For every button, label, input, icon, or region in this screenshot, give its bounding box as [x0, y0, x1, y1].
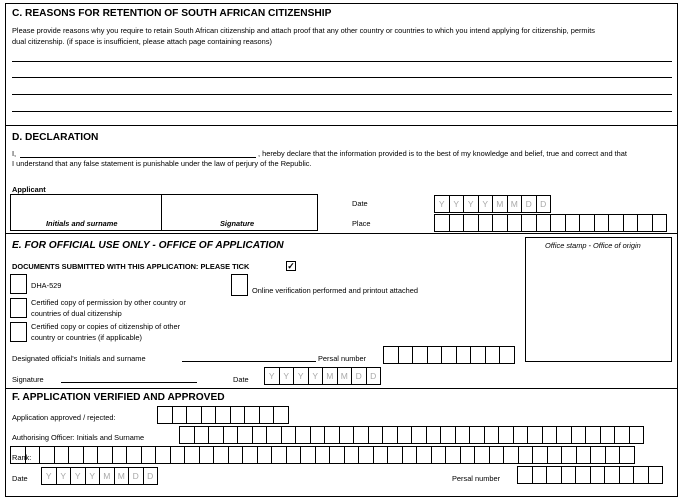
- applicant-date-grid[interactable]: [434, 195, 550, 213]
- approved-label: Application approved / rejected:: [12, 413, 116, 422]
- reason-line-2[interactable]: [12, 77, 672, 78]
- input-cell[interactable]: [271, 446, 287, 464]
- date-cell[interactable]: Y: [264, 367, 280, 385]
- input-cell[interactable]: [455, 426, 471, 444]
- input-cell[interactable]: [237, 426, 253, 444]
- applicant-date-label: Date: [352, 199, 368, 208]
- input-cell[interactable]: [561, 446, 577, 464]
- date-cell[interactable]: M: [322, 367, 338, 385]
- input-cell[interactable]: [172, 406, 188, 424]
- input-cell[interactable]: [373, 446, 389, 464]
- input-cell[interactable]: [68, 446, 84, 464]
- input-cell[interactable]: [315, 446, 331, 464]
- input-cell[interactable]: [344, 446, 360, 464]
- input-cell[interactable]: [155, 446, 171, 464]
- input-cell[interactable]: [594, 214, 610, 232]
- input-cell[interactable]: [492, 214, 508, 232]
- input-cell[interactable]: [460, 446, 476, 464]
- input-cell[interactable]: [590, 446, 606, 464]
- authorising-officer-label: Authorising Officer: Initials and Surname: [12, 433, 145, 442]
- initials-surname-label: Initials and surname: [46, 219, 118, 228]
- input-cell[interactable]: [329, 446, 345, 464]
- date-cell[interactable]: Y: [463, 195, 479, 213]
- section-divider-e-f: [5, 388, 678, 389]
- input-cell[interactable]: [97, 446, 113, 464]
- rank-label: Rank:: [12, 453, 32, 462]
- input-cell[interactable]: [546, 466, 562, 484]
- input-cell[interactable]: [536, 214, 552, 232]
- input-cell[interactable]: [614, 426, 630, 444]
- section-c-instruction-1: Please provide reasons why you require to retain South African citizenship and attach proof that any other country or countries to which you intend applying for citizenship, permits: [12, 26, 595, 35]
- input-cell[interactable]: [208, 426, 224, 444]
- input-cell[interactable]: [310, 426, 326, 444]
- input-cell[interactable]: [54, 446, 70, 464]
- input-cell[interactable]: [542, 426, 558, 444]
- input-cell[interactable]: [441, 346, 457, 364]
- input-cell[interactable]: [521, 214, 537, 232]
- official-signature-line[interactable]: [61, 382, 197, 383]
- input-cell[interactable]: [266, 426, 282, 444]
- official-date-grid[interactable]: [264, 367, 380, 385]
- input-cell[interactable]: [300, 446, 316, 464]
- section-c-title: C. REASONS FOR RETENTION OF SOUTH AFRICAN CITIZENSHIP: [12, 8, 332, 19]
- input-cell[interactable]: [499, 346, 515, 364]
- date-cell[interactable]: M: [114, 467, 130, 485]
- input-cell[interactable]: [25, 446, 41, 464]
- approval-date-label: Date: [12, 474, 28, 483]
- input-cell[interactable]: [637, 214, 653, 232]
- approved-grid[interactable]: [157, 406, 288, 424]
- section-d-title: D. DECLARATION: [12, 132, 99, 143]
- input-cell[interactable]: [605, 446, 621, 464]
- input-cell[interactable]: [489, 446, 505, 464]
- date-cell[interactable]: Y: [478, 195, 494, 213]
- reason-line-1[interactable]: [12, 61, 672, 62]
- input-cell[interactable]: [228, 446, 244, 464]
- approval-date-grid[interactable]: [41, 467, 157, 485]
- input-cell[interactable]: [286, 446, 302, 464]
- input-cell[interactable]: [648, 466, 664, 484]
- tick-example-checkbox: ✓: [287, 261, 295, 271]
- input-cell[interactable]: [619, 446, 635, 464]
- input-cell[interactable]: [431, 446, 447, 464]
- section-divider-d-e: [5, 233, 678, 234]
- permission-copy-checkbox[interactable]: [10, 298, 27, 318]
- input-cell[interactable]: [517, 466, 533, 484]
- authorising-officer-grid[interactable]: [179, 426, 643, 444]
- input-cell[interactable]: [184, 446, 200, 464]
- input-cell[interactable]: [194, 426, 210, 444]
- declarant-name-line[interactable]: [20, 157, 256, 158]
- date-cell[interactable]: M: [337, 367, 353, 385]
- input-cell[interactable]: [324, 426, 340, 444]
- input-cell[interactable]: [368, 426, 384, 444]
- section-divider-c-d: [5, 125, 678, 126]
- office-stamp-box: [525, 237, 672, 362]
- official-name-label: Designated official's Initials and surname: [12, 354, 146, 363]
- citizenship-copy-label-2: country or countries (if applicable): [31, 333, 142, 342]
- applicant-place-grid[interactable]: [434, 214, 666, 232]
- input-cell[interactable]: [600, 426, 616, 444]
- section-f-title: F. APPLICATION VERIFIED AND APPROVED: [12, 392, 225, 403]
- input-cell[interactable]: [474, 446, 490, 464]
- input-cell[interactable]: [141, 446, 157, 464]
- input-cell[interactable]: [513, 426, 529, 444]
- input-cell[interactable]: [259, 406, 275, 424]
- input-cell[interactable]: [411, 426, 427, 444]
- input-cell[interactable]: [633, 466, 649, 484]
- input-cell[interactable]: [434, 214, 450, 232]
- input-cell[interactable]: [652, 214, 668, 232]
- date-cell[interactable]: Y: [56, 467, 72, 485]
- input-cell[interactable]: [478, 214, 494, 232]
- official-persal-grid[interactable]: [383, 346, 514, 364]
- input-cell[interactable]: [257, 446, 273, 464]
- date-cell[interactable]: D: [536, 195, 552, 213]
- date-cell[interactable]: D: [366, 367, 382, 385]
- section-e-title: E. FOR OFFICIAL USE ONLY - OFFICE OF APPLICATION: [12, 240, 284, 251]
- input-cell[interactable]: [157, 406, 173, 424]
- date-cell[interactable]: D: [128, 467, 144, 485]
- input-cell[interactable]: [590, 466, 606, 484]
- input-cell[interactable]: [619, 466, 635, 484]
- input-cell[interactable]: [585, 426, 601, 444]
- declaration-text-1: , hereby declare that the information provided is to the best of my knowledge and belief, true and correct and that: [258, 149, 627, 158]
- input-cell[interactable]: [485, 346, 501, 364]
- input-cell[interactable]: [339, 426, 355, 444]
- input-cell[interactable]: [449, 214, 465, 232]
- input-cell[interactable]: [126, 446, 142, 464]
- input-cell[interactable]: [623, 214, 639, 232]
- input-cell[interactable]: [604, 466, 620, 484]
- input-cell[interactable]: [170, 446, 186, 464]
- date-cell[interactable]: M: [492, 195, 508, 213]
- declaration-text-2: I understand that any false statement is punishable under the law of perjury of the Republic.: [12, 159, 312, 168]
- date-cell[interactable]: D: [351, 367, 367, 385]
- input-cell[interactable]: [402, 446, 418, 464]
- input-cell[interactable]: [353, 426, 369, 444]
- input-cell[interactable]: [561, 466, 577, 484]
- date-cell[interactable]: Y: [449, 195, 465, 213]
- input-cell[interactable]: [215, 406, 231, 424]
- reason-line-3[interactable]: [12, 94, 672, 95]
- input-cell[interactable]: [503, 446, 519, 464]
- input-cell[interactable]: [527, 426, 543, 444]
- input-cell[interactable]: [201, 406, 217, 424]
- input-cell[interactable]: [532, 446, 548, 464]
- online-verification-label: Online verification performed and printout attached: [252, 286, 418, 295]
- input-cell[interactable]: [507, 214, 523, 232]
- input-cell[interactable]: [445, 446, 461, 464]
- citizenship-copy-label-1: Certified copy or copies of citizenship of other: [31, 322, 181, 331]
- input-cell[interactable]: [571, 426, 587, 444]
- input-cell[interactable]: [550, 214, 566, 232]
- input-cell[interactable]: [565, 214, 581, 232]
- input-cell[interactable]: [463, 214, 479, 232]
- permission-copy-label-2: countries of dual citizenship: [31, 309, 122, 318]
- date-cell[interactable]: Y: [293, 367, 309, 385]
- input-cell[interactable]: [440, 426, 456, 444]
- input-cell[interactable]: [383, 346, 399, 364]
- signature-label: Signature: [220, 219, 255, 228]
- applicant-label: Applicant: [12, 185, 46, 194]
- input-cell[interactable]: [112, 446, 128, 464]
- input-cell[interactable]: [295, 426, 311, 444]
- declaration-prefix: I,: [12, 149, 17, 158]
- input-cell[interactable]: [281, 426, 297, 444]
- date-cell[interactable]: Y: [70, 467, 86, 485]
- date-cell[interactable]: M: [507, 195, 523, 213]
- input-cell[interactable]: [532, 466, 548, 484]
- section-c-instruction-2: dual citizenship. (if space is insufficient, please attach page containing reasons): [12, 37, 272, 46]
- input-cell[interactable]: [498, 426, 514, 444]
- input-cell[interactable]: [427, 346, 443, 364]
- input-cell[interactable]: [547, 446, 563, 464]
- approval-persal-grid[interactable]: [517, 466, 662, 484]
- input-cell[interactable]: [397, 426, 413, 444]
- input-cell[interactable]: [426, 426, 442, 444]
- input-cell[interactable]: [382, 426, 398, 444]
- input-cell[interactable]: [230, 406, 246, 424]
- input-cell[interactable]: [252, 426, 268, 444]
- input-cell[interactable]: [575, 466, 591, 484]
- input-cell[interactable]: [199, 446, 215, 464]
- input-cell[interactable]: [179, 426, 195, 444]
- input-cell[interactable]: [456, 346, 472, 364]
- date-cell[interactable]: Y: [85, 467, 101, 485]
- reason-line-4[interactable]: [12, 111, 672, 112]
- input-cell[interactable]: [244, 406, 260, 424]
- official-name-line[interactable]: [182, 361, 316, 362]
- input-cell[interactable]: [83, 446, 99, 464]
- input-cell[interactable]: [629, 426, 645, 444]
- dha-529-label: DHA-529: [31, 281, 62, 290]
- input-cell[interactable]: [576, 446, 592, 464]
- input-cell[interactable]: [358, 446, 374, 464]
- official-signature-label: Signature: [12, 375, 44, 384]
- input-cell[interactable]: [387, 446, 403, 464]
- rank-grid[interactable]: [10, 446, 634, 464]
- date-cell[interactable]: D: [143, 467, 159, 485]
- permission-copy-label-1: Certified copy of permission by other country or: [31, 298, 186, 307]
- official-date-label: Date: [233, 375, 249, 384]
- input-cell[interactable]: [186, 406, 202, 424]
- applicant-place-label: Place: [352, 219, 371, 228]
- input-cell[interactable]: [412, 346, 428, 364]
- official-persal-label: Persal number: [318, 354, 367, 363]
- input-cell[interactable]: [10, 446, 26, 464]
- input-cell[interactable]: [470, 346, 486, 364]
- input-cell[interactable]: [484, 426, 500, 444]
- dha-529-checkbox[interactable]: [10, 274, 27, 294]
- date-cell[interactable]: Y: [279, 367, 295, 385]
- input-cell[interactable]: [608, 214, 624, 232]
- input-cell[interactable]: [39, 446, 55, 464]
- date-cell[interactable]: Y: [434, 195, 450, 213]
- documents-label: DOCUMENTS SUBMITTED WITH THIS APPLICATION: PLEASE TICK: [12, 262, 250, 271]
- input-cell[interactable]: [213, 446, 229, 464]
- input-cell[interactable]: [273, 406, 289, 424]
- approval-persal-label: Persal number: [452, 474, 501, 483]
- input-cell[interactable]: [518, 446, 534, 464]
- input-cell[interactable]: [469, 426, 485, 444]
- input-cell[interactable]: [416, 446, 432, 464]
- date-cell[interactable]: M: [99, 467, 115, 485]
- input-cell[interactable]: [223, 426, 239, 444]
- date-cell[interactable]: Y: [308, 367, 324, 385]
- date-cell[interactable]: D: [521, 195, 537, 213]
- input-cell[interactable]: [398, 346, 414, 364]
- office-stamp-label: Office stamp - Office of origin: [545, 241, 641, 250]
- date-cell[interactable]: Y: [41, 467, 57, 485]
- online-verification-checkbox[interactable]: [231, 274, 248, 296]
- citizenship-copy-checkbox[interactable]: [10, 322, 27, 342]
- input-cell[interactable]: [579, 214, 595, 232]
- input-cell[interactable]: [556, 426, 572, 444]
- input-cell[interactable]: [242, 446, 258, 464]
